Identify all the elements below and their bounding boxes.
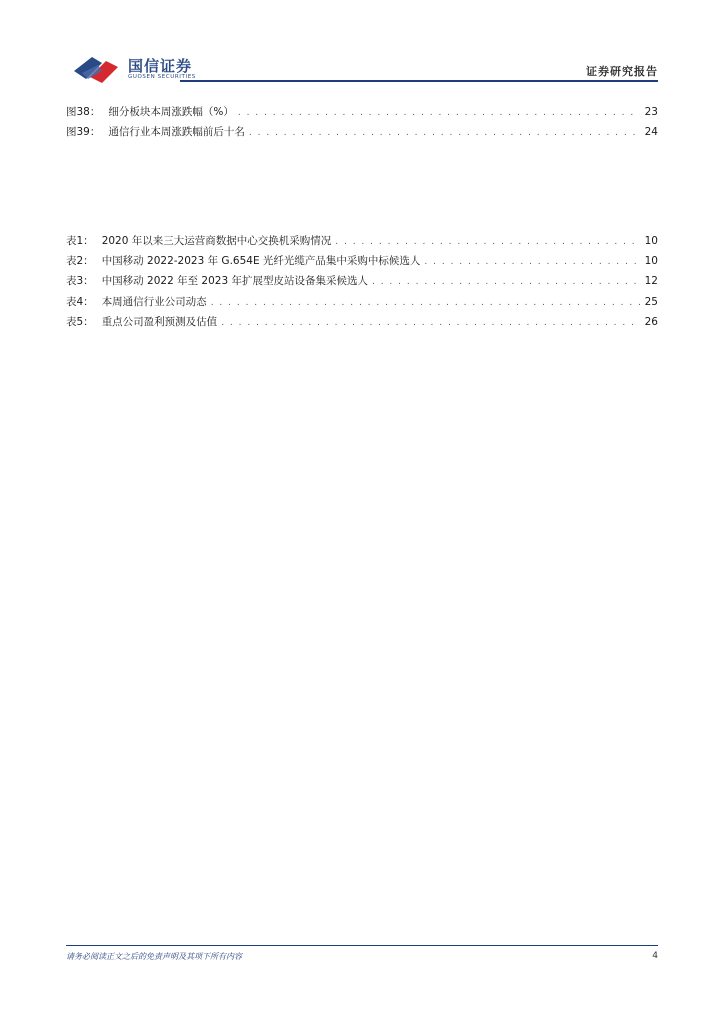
toc-entry-title: 中国移动 2022 年至 2023 年扩展型皮站设备集采候选人 bbox=[101, 275, 368, 288]
footer-disclaimer: 请务必阅读正文之后的免责声明及其项下所有内容 bbox=[66, 952, 242, 961]
toc-entry-page: 23 bbox=[644, 106, 658, 118]
toc-entry-figure[interactable] bbox=[66, 124, 658, 144]
toc-leader-dots bbox=[238, 108, 640, 118]
toc-entry-title: 细分板块本周涨跌幅（%） bbox=[108, 106, 234, 118]
toc-entry-page: 12 bbox=[644, 275, 658, 288]
header-divider bbox=[180, 80, 658, 82]
toc-entry-label: 表4： bbox=[66, 295, 94, 308]
logo-text-en: GUOSEN SECURITIES bbox=[128, 74, 196, 80]
table-list bbox=[66, 233, 658, 334]
toc-entry-title: 2020 年以来三大运营商数据中心交换机采购情况 bbox=[101, 235, 332, 247]
guosen-logo-icon bbox=[72, 53, 124, 85]
toc-entry-page: 10 bbox=[644, 235, 658, 247]
page-number: 4 bbox=[652, 951, 658, 961]
toc-leader-dots bbox=[424, 257, 640, 267]
toc-entry-page: 24 bbox=[644, 126, 658, 139]
toc-leader-dots bbox=[335, 237, 640, 247]
toc-entry-title: 本周通信行业公司动态 bbox=[101, 295, 207, 308]
toc-entry-title: 中国移动 2022-2023 年 G.654E 光纤光缆产品集中采购中标候选人 bbox=[101, 255, 421, 268]
logo-text-cn: 国信证券 bbox=[128, 57, 193, 75]
toc-entry-table[interactable] bbox=[66, 253, 658, 273]
toc-entry-title: 通信行业本周涨跌幅前后十名 bbox=[108, 126, 245, 139]
figure-list bbox=[66, 104, 658, 144]
toc-entry-table[interactable] bbox=[66, 314, 658, 334]
toc-entry-label: 表3： bbox=[66, 275, 94, 288]
toc-entry-page: 25 bbox=[644, 295, 658, 308]
toc-leader-dots bbox=[221, 318, 640, 328]
toc-entry-table[interactable] bbox=[66, 233, 658, 253]
toc-entry-label: 表2： bbox=[66, 255, 94, 268]
toc-entry-label: 图38： bbox=[66, 106, 101, 118]
toc-entry-label: 表1： bbox=[66, 235, 94, 247]
toc-leader-dots bbox=[211, 298, 640, 308]
footer-divider bbox=[66, 945, 658, 946]
toc-entry-page: 10 bbox=[644, 255, 658, 268]
toc-entry-title: 重点公司盈利预测及估值 bbox=[101, 315, 218, 328]
toc-leader-dots bbox=[372, 277, 640, 287]
report-type-label: 证券研究报告 bbox=[586, 65, 658, 78]
toc-entry-table[interactable] bbox=[66, 294, 658, 314]
page-header bbox=[0, 0, 724, 90]
toc-entry-figure[interactable] bbox=[66, 104, 658, 124]
toc-entry-table[interactable] bbox=[66, 273, 658, 293]
toc-entry-page: 26 bbox=[644, 315, 658, 328]
toc-entry-label: 表5： bbox=[66, 315, 94, 328]
toc-leader-dots bbox=[249, 128, 640, 138]
toc-entry-label: 图39： bbox=[66, 126, 101, 139]
